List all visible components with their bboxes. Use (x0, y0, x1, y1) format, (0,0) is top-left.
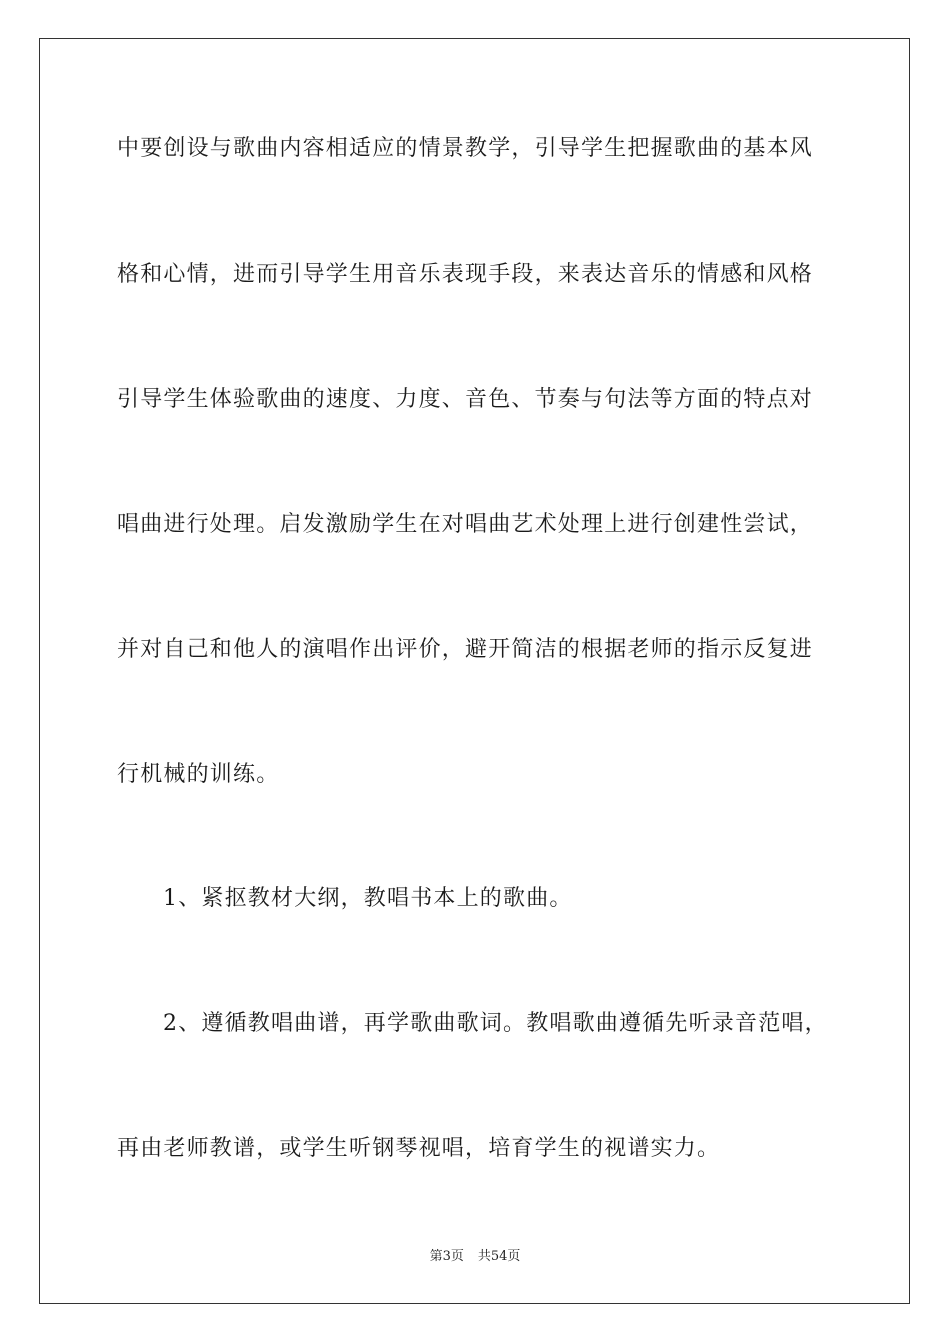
page-footer (0, 1249, 950, 1265)
list-item: 2、遵循教唱曲谱，再学歌曲歌词。教唱歌曲遵循先听录音范唱， (163, 1011, 828, 1036)
paragraph-line: 格和心情，进而引导学生用音乐表现手段，来表达音乐的情感和风格 (117, 262, 814, 287)
paragraph-line: 唱曲进行处理。启发激励学生在对唱曲艺术处理上进行创建性尝试， (117, 512, 814, 537)
paragraph-line: 引导学生体验歌曲的速度、力度、音色、节奏与句法等方面的特点对 (117, 387, 814, 412)
list-item: 1、紧抠教材大纲，教唱书本上的歌曲。 (163, 886, 573, 911)
page-number: 第3页 (429, 1249, 464, 1264)
paragraph-line: 行机械的训练。 (117, 762, 280, 787)
page-border (39, 38, 910, 1304)
paragraph-line: 中要创设与歌曲内容相适应的情景教学，引导学生把握歌曲的基本风 (117, 136, 814, 161)
page-total: 共54页 (477, 1249, 521, 1264)
paragraph-line: 再由老师教谱，或学生听钢琴视唱，培育学生的视谱实力。 (117, 1136, 721, 1161)
paragraph-line: 并对自己和他人的演唱作出评价，避开简洁的根据老师的指示反复进 (117, 637, 814, 662)
